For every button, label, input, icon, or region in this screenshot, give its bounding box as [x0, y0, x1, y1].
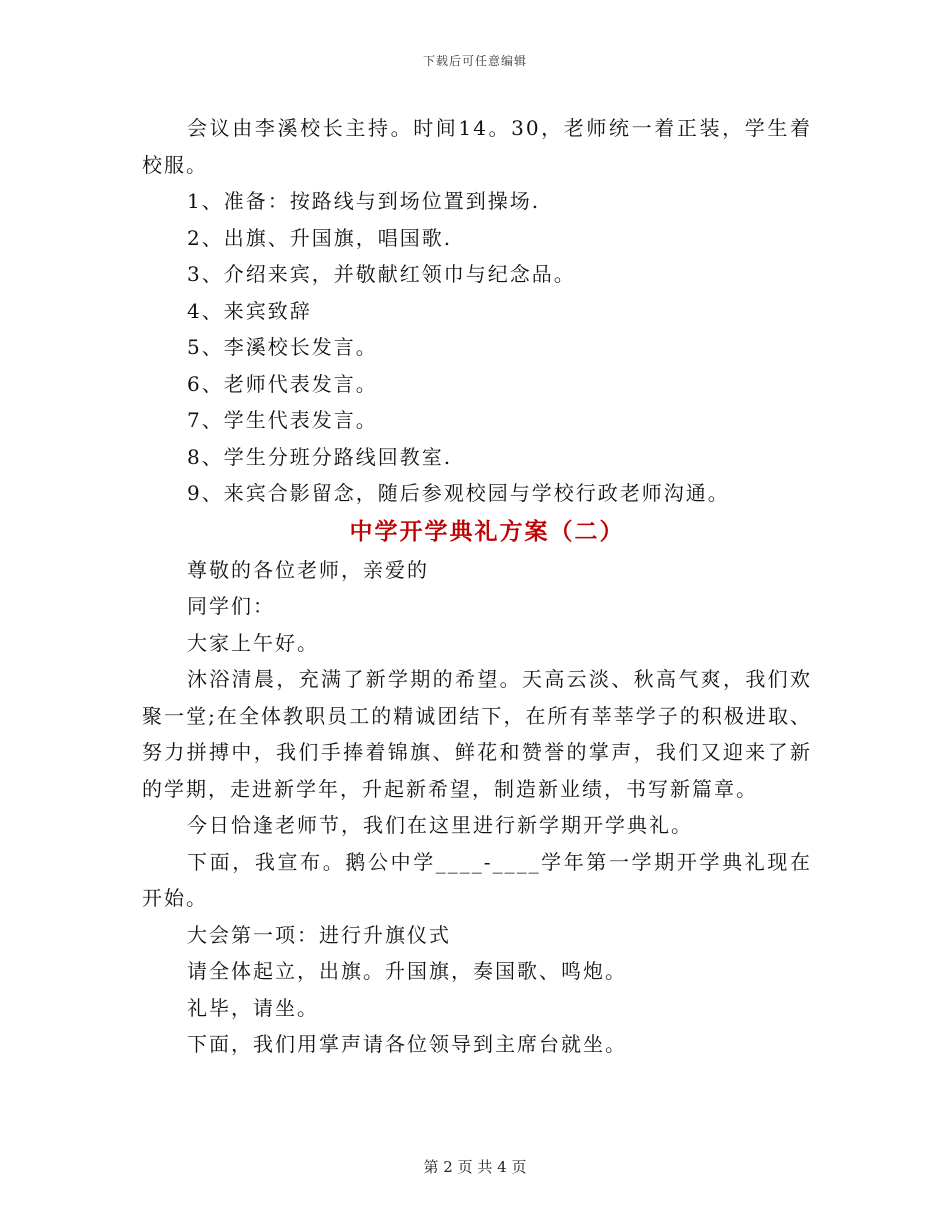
ceremony-line: 请全体起立，出旗。升国旗，奏国歌、鸣炮。	[187, 959, 627, 983]
speech-paragraph: 下面，我宣布。鹅公中学____-____学年第一学期开学典礼现在开始。	[142, 849, 812, 910]
ceremony-line: 礼毕，请坐。	[187, 995, 319, 1020]
agenda-item-2: 2、出旗、升国旗，唱国歌.	[187, 225, 453, 250]
ceremony-line: 大会第一项：进行升旗仪式	[187, 922, 451, 947]
greeting-line: 同学们：	[187, 594, 275, 618]
agenda-item-7: 7、学生代表发言。	[187, 408, 378, 432]
document-body	[142, 110, 812, 1063]
agenda-item-1: 1、准备：按路线与到场位置到操场.	[187, 189, 541, 213]
agenda-item-8: 8、学生分班分路线回教室.	[187, 444, 453, 469]
agenda-item-4: 4、来宾致辞	[187, 298, 312, 323]
agenda-item-5: 5、李溪校长发言。	[187, 335, 378, 359]
header-note: 下载后可任意编辑	[422, 54, 527, 68]
agenda-item-3: 3、介绍来宾，并敬献红领巾与纪念品。	[187, 262, 576, 286]
agenda-item-6: 6、老师代表发言。	[187, 371, 378, 396]
page-footer: 第 2 页 共 4 页	[423, 1158, 527, 1176]
section-title: 中学开学典礼方案（二）	[349, 517, 625, 545]
meeting-intro-paragraph: 会议由李溪校长主持。时间14。30，老师统一着正装，学生着校服。	[142, 116, 812, 177]
greeting-line: 大家上午好。	[187, 630, 319, 655]
agenda-item-9: 9、来宾合影留念，随后参观校园与学校行政老师沟通。	[187, 481, 730, 505]
speech-paragraph: 沐浴清晨，充满了新学期的希望。天高云淡、秋高气爽，我们欢聚一堂;在全体教职员工的精诚团结下，在所有莘莘学子的积极进取、努力拼搏中，我们手捧着锦旗、鲜花和赞誉的掌声，我们又迎来了新的学期，走进新学年，升起新希望，制造新业绩，书写新篇章。	[142, 667, 812, 801]
speech-paragraph: 今日恰逢老师节，我们在这里进行新学期开学典礼。	[187, 813, 693, 837]
ceremony-line: 下面，我们用掌声请各位领导到主席台就坐。	[187, 1032, 627, 1056]
greeting-line: 尊敬的各位老师，亲爱的	[187, 557, 429, 582]
